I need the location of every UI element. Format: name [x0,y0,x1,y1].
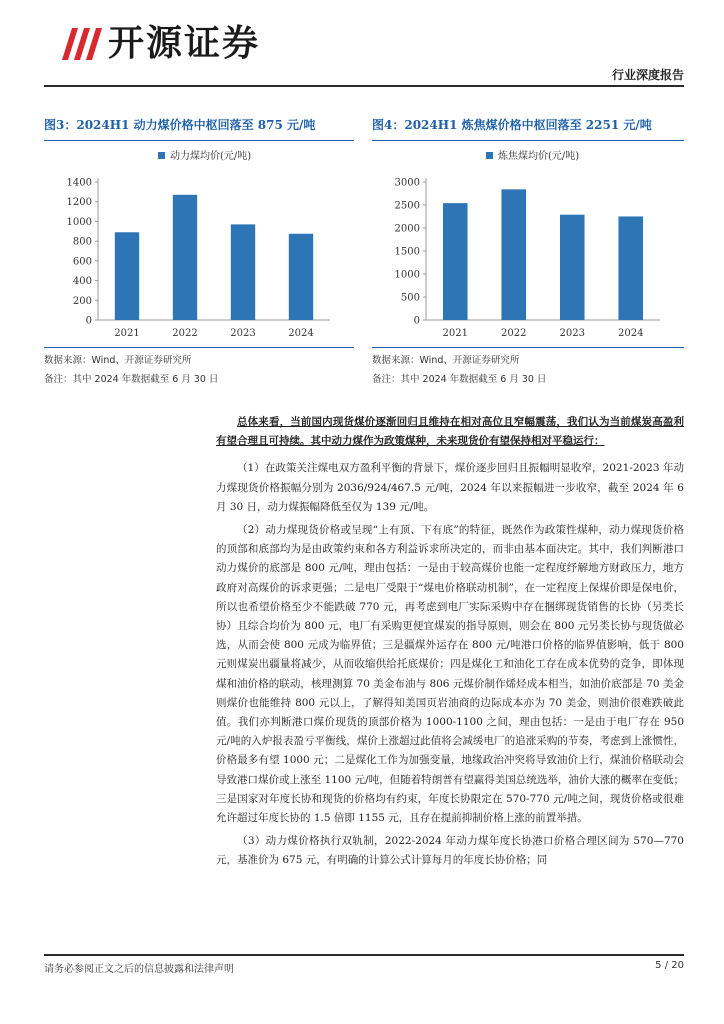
x-tick-label: 2024 [288,328,314,339]
y-tick-label: 0 [85,315,92,327]
figure-3-title-rule [44,140,354,141]
logo-icon [58,20,104,66]
page-number: 5 / 20 [655,960,684,971]
report-type: 行业深度报告 [611,68,684,82]
y-tick-label: 1000 [394,269,420,281]
bar-2021 [115,232,139,320]
y-tick-label: 1500 [394,246,420,258]
legend-swatch [486,152,493,159]
body-text [216,413,684,875]
x-tick-label: 2021 [442,328,468,339]
figure-4-source: 数据来源：Wind、开源证券研究所 [372,355,520,366]
footer-disclaimer: 请务必参阅正文之后的信息披露和法律声明 [44,964,234,975]
paragraph-3: （3）动力煤价格执行双轨制，2022-2024 年动力煤年度长协港口价格合理区间为 570—770 元，基准价为 675 元，有明确的计算公式计算每月的年度长协价格；同 [216,835,684,867]
bar-2022 [501,189,526,320]
legend-swatch [158,152,165,159]
lead-paragraph: 总体来看，当前国内现货煤价逐渐回归且维持在相对高位且窄幅震荡，我们认为当前煤炭高盈利有望合理且可持续。其中动力煤作为政策煤种，未来现货价有望保持相对平稳运行： [216,416,684,448]
x-tick-label: 2022 [172,328,198,339]
y-tick-label: 1200 [66,197,92,209]
y-tick-label: 600 [72,256,92,268]
footer-divider [44,954,684,956]
legend-label: 动力煤均价(元/吨) [170,151,252,162]
paragraph-1: （1）在政策关注煤电双方盈利平衡的背景下，煤价逐步回归且振幅明显收窄，2021-2023 年动力煤现货价格振幅分别为 2036/924/467.5 元/吨，2024 年以来振幅进一步收窄，截至 2024 年 6 月 30 日，动力煤振幅降低至仅为 139 元/吨。 [216,462,684,513]
bar-2022 [173,195,197,320]
y-tick-label: 800 [72,236,92,248]
figure-4-note-rule [372,347,684,348]
figure-3-chart [44,144,354,348]
chart-svg [372,144,684,344]
figure-3-note-rule [44,347,354,348]
y-tick-label: 3000 [394,177,420,189]
legend [158,149,251,162]
x-tick-label: 2024 [618,328,644,339]
y-tick-label: 400 [72,276,92,288]
x-tick-label: 2022 [501,328,527,339]
header-divider [44,85,684,87]
figure-4-remark: 备注：其中 2024 年数据截至 6 月 30 日 [372,374,547,385]
figure-4-title: 图4：2024H1 炼焦煤价格中枢回落至 2251 元/吨 [372,118,652,132]
page-header [44,18,684,88]
legend [486,149,579,162]
chart-svg [44,144,354,344]
bar-2024 [289,234,313,320]
bar-2023 [560,215,585,320]
y-tick-label: 2500 [394,200,420,212]
bar-2021 [443,203,468,320]
figure-3-remark: 备注：其中 2024 年数据截至 6 月 30 日 [44,374,219,385]
figure-4-chart [372,144,684,348]
figure-4-title-rule [372,140,684,141]
y-tick-label: 2000 [394,223,420,235]
figure-3-title: 图3：2024H1 动力煤价格中枢回落至 875 元/吨 [44,118,316,132]
y-tick-label: 200 [72,295,92,307]
y-tick-label: 500 [400,292,420,304]
y-tick-label: 0 [413,315,420,327]
y-tick-label: 1000 [66,216,92,228]
x-tick-label: 2023 [559,328,585,339]
figure-3-source: 数据来源：Wind、开源证券研究所 [44,355,192,366]
legend-label: 炼焦煤均价(元/吨) [498,151,580,162]
x-tick-label: 2021 [114,328,140,339]
paragraph-2: （2）动力煤现货价格或呈现“上有顶、下有底”的特征，既然作为政策性煤种，动力煤现货价格的顶部和底部均为是由政策约束和各方利益诉求所决定的，而非由基本面决定。其中，我们判断港口动力煤价的底部是 800 元/吨，理由包括：一是由于较高煤价也能一定程度纾解地方财政压力，地方政府对高煤价的诉求更强；二是电厂受限于“煤电价格联动机制”，在一定程度上保煤价即是保电价，所以也希望价格至少不能跌破 770 元，再考虑到电厂实际采购中存在捆绑现货销售的长协（另类长协）且综合均价为 800 元，电厂有采购更便宜煤炭的指导原则，则会在 800 元另类长协与现货做必选，从而会使 800 元成为临界值；三是疆煤外运存在 800 元/吨港口价格的临界值影响，低于 800 元则煤炭出疆量将减少，从而收缩供给托底煤价；四是煤化工和油化工存在成本优势的竞争，即体现煤和油价格的联动，核理测算 70 美金布油与 806 元煤价制作烯烃成本相当，如油价底部是 70 美金则煤价也能维持 800 元以上，了解得知美国页岩油商的边际成本亦为 70 美金，则油价很难跌破此值。我们亦判断港口煤价现货的顶部价格为 1000-1100 之间，理由包括：一是由于电厂存在 950 元/吨的入炉报表盈亏平衡线，煤价上涨超过此值将会减缓电厂的追涨采购的节奏，考虑到上涨惯性，价格最多有望 1000 元；二是煤化工作为加强变量，地缘政治冲突将导致油价上行，煤油价格联动会导致港口煤价或上涨至 1100 元/吨，但随着特朗普有望赢得美国总统选举，油价大涨的概率在变低；三是国家对年度长协和现货的价格均有约束，年度长协限定在 570-770 元/吨之间，现货价格或很难允许超过年度长协的 1.5 倍即 1155 元，且存在提前抑制价格上涨的前置举措。 [216,524,684,825]
x-tick-label: 2023 [230,328,256,339]
y-tick-label: 1400 [66,177,92,189]
bar-2023 [231,224,255,320]
brand-name: 开源证券 [108,23,261,64]
bar-2024 [618,216,643,320]
